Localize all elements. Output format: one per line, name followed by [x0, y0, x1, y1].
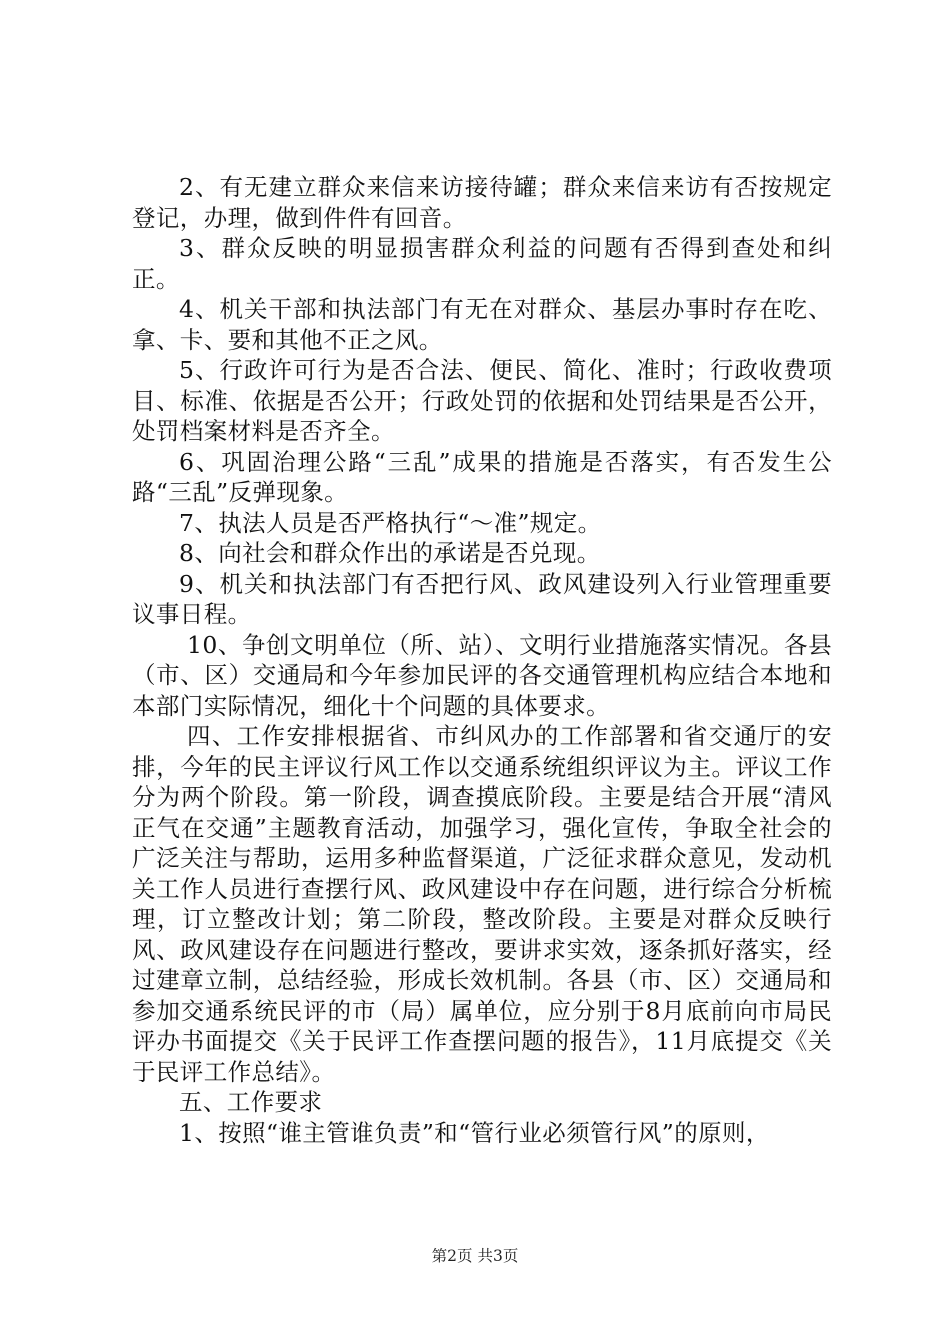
paragraph-item-2: 2、有无建立群众来信来访接待罐；群众来信来访有否按规定登记，办理，做到件件有回音。 [132, 173, 832, 232]
section-four-work-arrangement: 四、工作安排根据省、市纠风办的工作部署和省交通厅的安排，今年的民主评议行风工作以交通系统组织评议为主。评议工作分为两个阶段。第一阶段，调查摸底阶段。主要是结合开展“清风正气在交通”主题教育活动，加强学习，强化宣传，争取全社会的广泛关注与帮助，运用多种监督渠道，广泛征求群众意见，发动机关工作人员进行查摆行风、政风建设中存在问题，进行综合分析梳理，订立整改计划；第二阶段，整改阶段。主要是对群众反映行风、政风建设存在问题进行整改，要讲求实效，逐条抓好落实，经过建章立制，总结经验，形成长效机制。各县（市、区）交通局和参加交通系统民评的市（局）属单位，应分别于8月底前向市局民评办书面提交《关于民评工作查摆问题的报告》，11月底提交《关于民评工作总结》。 [132, 722, 832, 1086]
paragraph-item-5: 5、行政许可行为是否合法、便民、简化、准时；行政收费项目、标准、依据是否公开；行政处罚的依据和处罚结果是否公开，处罚档案材料是否齐全。 [132, 356, 832, 445]
section-five-heading: 五、工作要求 [179, 1088, 323, 1116]
paragraph-item-4: 4、机关干部和执法部门有无在对群众、基层办事时存在吃、拿、卡、要和其他不正之风。 [132, 295, 832, 354]
page-footer: 第2页 共3页 [431, 1247, 519, 1265]
document-body [132, 172, 832, 1148]
paragraph-item-6: 6、巩固治理公路“三乱”成果的措施是否落实，有否发生公路“三乱”反弹现象。 [132, 447, 832, 506]
paragraph-item-10: 10、争创文明单位（所、站）、文明行业措施落实情况。各县（市、区）交通局和今年参加民评的各交通管理机构应结合本地和本部门实际情况，细化十个问题的具体要求。 [132, 630, 832, 720]
paragraph-item-9: 9、机关和执法部门有否把行风、政风建设列入行业管理重要议事日程。 [132, 569, 832, 628]
requirement-item-1: 1、按照“谁主管谁负责”和“管行业必须管行风”的原则， [179, 1118, 770, 1147]
paragraph-item-7: 7、执法人员是否严格执行“～准”规定。 [179, 508, 602, 537]
paragraph-item-3: 3、群众反映的明显损害群众利益的问题有否得到查处和纠正。 [132, 234, 832, 293]
paragraph-item-8: 8、向社会和群众作出的承诺是否兑现。 [179, 539, 601, 567]
